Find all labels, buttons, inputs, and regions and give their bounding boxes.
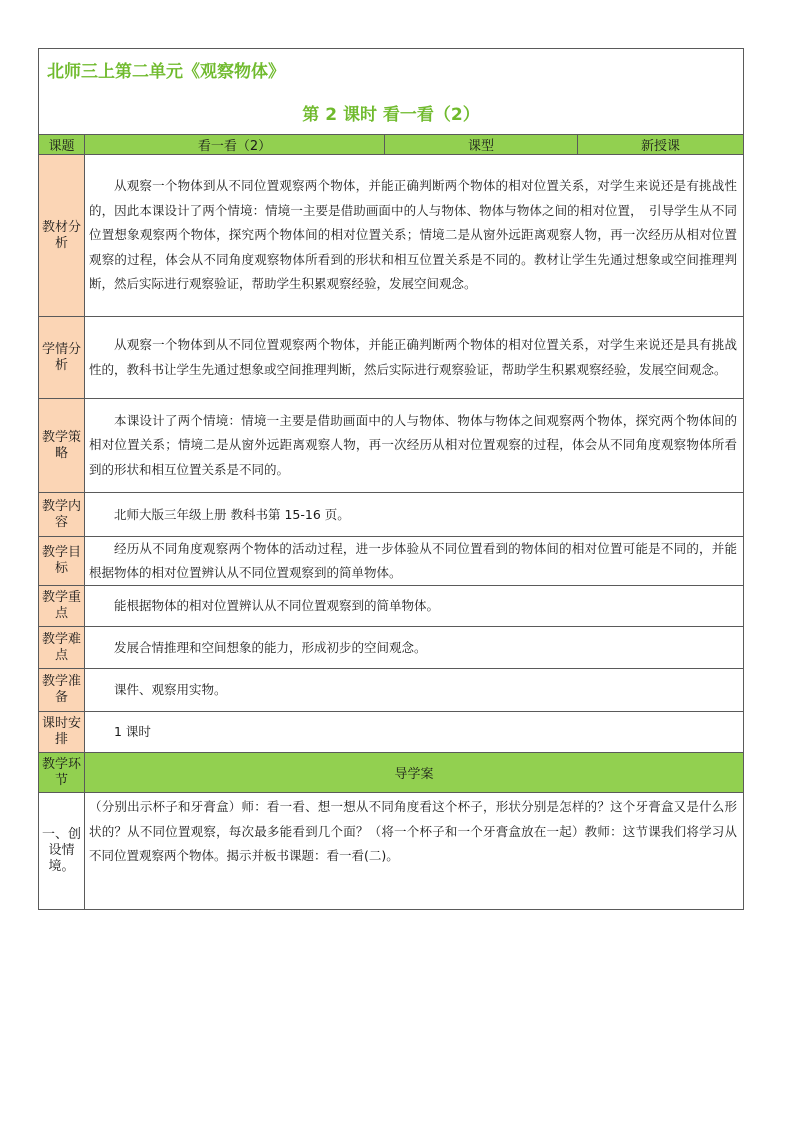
step-content: （分别出示杯子和牙膏盒）师：看一看、想一想从不同角度看这个杯子，形状分别是怎样的？这个牙膏盒又是什么形状的？从不同位置观察，每次最多能看到几个面？（将一个杯子和一个牙膏盒放在一起）教师：这节课我们将学习从不同位置观察两个物体。揭示并板书课题：看一看(二)。: [85, 793, 744, 910]
title-row-2: [39, 90, 744, 135]
row-difficulties: [39, 627, 744, 669]
row-label: [39, 712, 85, 753]
row-content: 北师大版三年级上册 教科书第 15-16 页。: [85, 493, 744, 537]
row-content: 本课设计了两个情境：情境一主要是借助画面中的人与物体、物体与物体之间观察两个物体，探究两个物体间的相对位置关系；情境二是从窗外远距离观察人物，再一次经历从相对位置观察的过程，体会从不同角度观察物体所看到的形状和相互位置关系是不同的。: [85, 399, 744, 493]
row-content: 从观察一个物体到从不同位置观察两个物体，并能正确判断两个物体的相对位置关系，对学生来说还是有挑战性的，因此本课设计了两个情境：情境一主要是借助画面中的人与物体、物体与物体之间的相对位置， 引导学生从不同位置想象观察两个物体，探究两个物体间的相对位置关系；情境二是从窗外远距离观察人物，再一次经历从相对位置观察的过程，体会从不同角度观察物体所看到的形状和相互位置关系是不同的。教材让学生先通过想象或空间推理判断，然后实际进行观察验证，帮助学生积累观察经验，发展空间观念。: [85, 155, 744, 317]
type-label: 课型: [385, 135, 578, 155]
row-content-scope: [39, 493, 744, 537]
row-content: 能根据物体的相对位置辨认从不同位置观察到的简单物体。: [85, 586, 744, 627]
row-label: [39, 669, 85, 712]
row-content: 经历从不同角度观察两个物体的活动过程，进一步体验从不同位置看到的物体间的相对位置可能是不同的，并能根据物体的相对位置辨认从不同位置观察到的简单物体。: [85, 537, 744, 586]
label-text: 教学准备: [41, 674, 81, 705]
topic-value: 看一看（2）: [85, 135, 385, 155]
row-step-1: [39, 793, 744, 910]
row-label: [39, 537, 85, 586]
guide-label: [39, 753, 85, 793]
topic-label: 课题: [39, 135, 85, 155]
row-label: [39, 317, 85, 399]
row-label: [39, 586, 85, 627]
info-row: [39, 135, 744, 155]
label-text: 学情分析: [41, 341, 81, 373]
row-label: [39, 493, 85, 537]
row-content: 从观察一个物体到从不同位置观察两个物体，并能正确判断两个物体的相对位置关系，对学生来说还是具有挑战性的，教科书让学生先通过想象或空间推理判断，然后实际进行观察验证，帮助学生积累观察经验，发展空间观念。: [85, 317, 744, 399]
row-guide-header: [39, 753, 744, 793]
row-key-points: [39, 586, 744, 627]
row-textbook-analysis: [39, 155, 744, 317]
lesson-title: 第 2 课时 看一看（2）: [39, 90, 744, 135]
row-content: 发展合情推理和空间想象的能力，形成初步的空间观念。: [85, 627, 744, 669]
row-learner-analysis: [39, 317, 744, 399]
row-label: [39, 399, 85, 493]
label-text: 课时安排: [41, 716, 81, 747]
label-text: 教学难点: [41, 631, 81, 663]
row-label: [39, 155, 85, 317]
label-text: 教学重点: [41, 590, 81, 621]
lesson-plan-table: [38, 48, 744, 910]
row-content: 1 课时: [85, 712, 744, 753]
unit-title: 北师三上第二单元《观察物体》: [39, 49, 744, 91]
label-text: 一、创设情境。: [41, 827, 81, 874]
row-objectives: [39, 537, 744, 586]
label-text: 教学目标: [41, 545, 81, 576]
guide-title: 导学案: [85, 753, 744, 793]
title-row-1: [39, 49, 744, 91]
label-text: 教学内容: [41, 498, 81, 530]
type-value: 新授课: [578, 135, 744, 155]
label-text: 教学环节: [41, 756, 81, 788]
row-schedule: [39, 712, 744, 753]
row-label: [39, 627, 85, 669]
label-text: 教材分析: [41, 219, 81, 251]
lesson-plan-sheet: [38, 48, 743, 910]
row-strategy: [39, 399, 744, 493]
row-preparation: [39, 669, 744, 712]
step-label: [39, 793, 85, 910]
row-content: 课件、观察用实物。: [85, 669, 744, 712]
label-text: 教学策略: [41, 429, 81, 461]
